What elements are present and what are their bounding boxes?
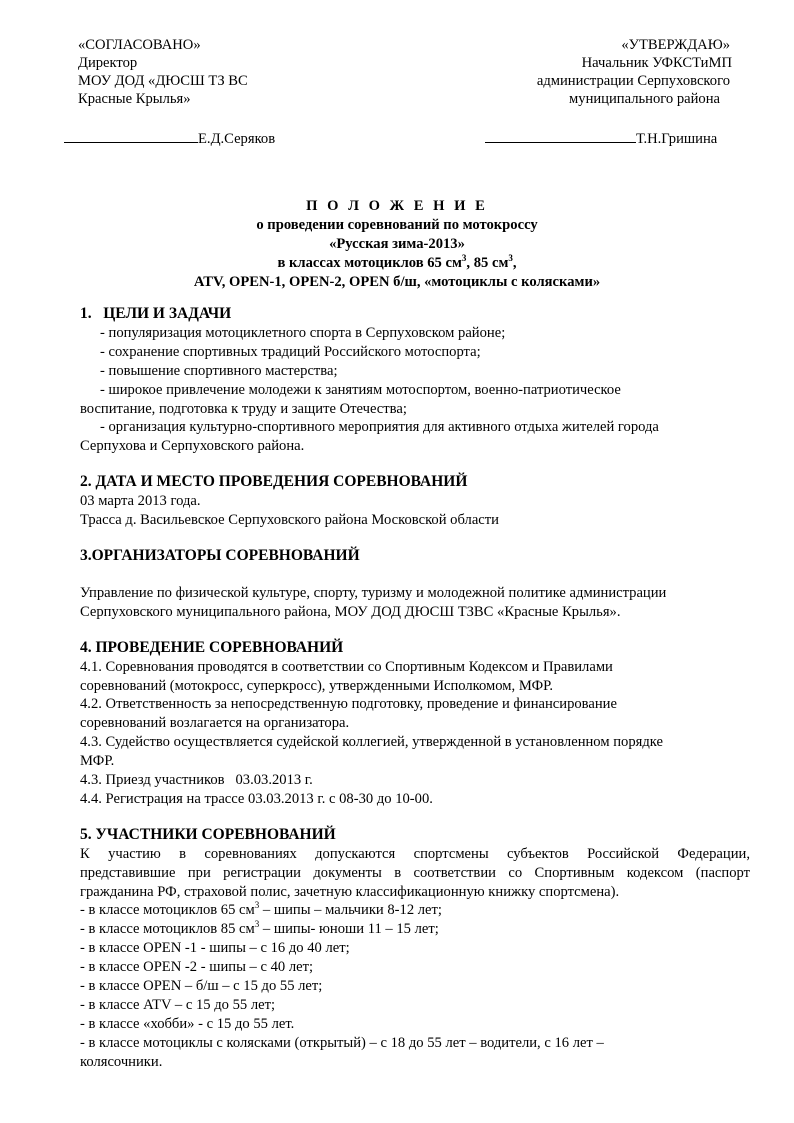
signature-right <box>485 129 717 148</box>
participants-intro: К участию в соревнованиях допускаются спортсмены субъектов Российской Федерации, <box>80 845 750 862</box>
title-classes-text: , <box>512 255 517 271</box>
section-conduct <box>80 639 750 809</box>
signer-name-right: Т.Н.Гришина <box>636 131 718 147</box>
superscript: 3 <box>254 900 260 911</box>
clause: МФР. <box>80 753 115 770</box>
approved-position: Начальник УФКСТиМП <box>581 55 732 71</box>
class-item: - в классе OPEN -2 - шипы – с 40 лет; <box>80 959 314 976</box>
signature-line <box>64 129 198 143</box>
section-heading: 4. ПРОВЕДЕНИЕ СОРЕВНОВАНИЙ <box>80 638 344 656</box>
list-item-cont: воспитание, подготовка к труду и защите Отечества; <box>80 400 407 417</box>
section-heading: 1. ЦЕЛИ И ЗАДАЧИ <box>80 305 232 322</box>
signature-left <box>64 129 275 148</box>
list-item: - сохранение спортивных традиций Российского мотоспорта; <box>100 343 481 360</box>
list-item: - повышение спортивного мастерства; <box>100 362 338 379</box>
class-item: - в классе мотоциклы с колясками (открытый) – с 18 до 55 лет – водители, с 16 лет – <box>80 1034 604 1051</box>
superscript: 3 <box>508 253 513 263</box>
section-heading: 3.ОРГАНИЗАТОРЫ СОРЕВНОВАНИЙ <box>80 546 360 564</box>
list-item: - популяризация мотоциклетного спорта в Серпуховском районе; <box>100 324 506 341</box>
class-item <box>80 901 750 920</box>
class-item: - в классе OPEN – б/ш – с 15 до 55 лет; <box>80 978 323 995</box>
class-item <box>80 920 750 939</box>
class-item: - в классе ATV – с 15 до 55 лет; <box>80 997 276 1013</box>
signer-name-left: Е.Д.Серяков <box>198 131 276 147</box>
title-classes-text: в классах мотоциклов 65 см <box>277 255 462 271</box>
superscript: 3 <box>254 919 260 930</box>
section-participants <box>80 826 750 1072</box>
clause: 4.3. Приезд участников 03.03.2013 г. <box>80 772 313 789</box>
list-item-cont: Серпухова и Серпуховского района. <box>80 438 305 455</box>
clause: 4.3. Судейство осуществляется судейской коллегией, утвержденной в установленном порядке <box>80 734 663 751</box>
class-item: - в классе OPEN -1 - шипы – с 16 до 40 лет; <box>80 940 350 957</box>
class-text: - в классе мотоциклов 65 см <box>80 902 255 919</box>
document-title <box>0 197 794 292</box>
organizers-text: Управление по физической культуре, спорту, туризму и молодежной политике администрации <box>80 584 667 601</box>
approval-block-approved <box>537 36 732 108</box>
organizers-text: Серпуховского муниципального района, МОУ ДОД ДЮСШ ТЗВС «Красные Крылья». <box>80 603 621 620</box>
event-date: 03 марта 2013 года. <box>80 493 201 510</box>
approved-administration: администрации Серпуховского <box>536 73 730 89</box>
section-goals <box>80 305 750 456</box>
clause: соревнований возлагается на организатора. <box>80 715 350 732</box>
signature-line <box>485 129 636 143</box>
approved-title: «УТВЕРЖДАЮ» <box>621 37 730 53</box>
clause: 4.4. Регистрация на трассе 03.03.2013 г. с 08-30 до 10-00. <box>80 790 433 807</box>
clause: 4.2. Ответственность за непосредственную подготовку, проведение и финансирование <box>80 696 617 713</box>
participants-intro: представившие при регистрации документы в соответствии со Спортивным кодексом (паспорт <box>80 864 750 881</box>
approval-block-agreed <box>78 36 248 108</box>
clause: 4.1. Соревнования проводятся в соответствии со Спортивным Кодексом и Правилами <box>80 658 613 675</box>
approved-district: муниципального района <box>569 91 720 107</box>
class-text: - в классе мотоциклов 85 см <box>80 921 255 938</box>
title-subtitle: о проведении соревнований по мотокроссу <box>256 217 538 233</box>
clause: соревнований (мотокросс, суперкросс), утвержденными Исполкомом, МФР. <box>80 677 554 694</box>
document-body <box>80 305 750 1072</box>
superscript: 3 <box>461 253 467 263</box>
agreed-organization-cont: Красные Крылья» <box>78 91 191 107</box>
title-main: П О Л О Ж Е Н И Е <box>306 198 488 214</box>
event-place: Трасса д. Васильевское Серпуховского района Московской области <box>80 512 499 529</box>
agreed-position: Директор <box>78 55 138 71</box>
participants-intro: гражданина РФ, страховой полис, зачетную классификационную книжку спортсмена). <box>80 883 620 900</box>
list-item: - организация культурно-спортивного мероприятия для активного отдыха жителей города <box>100 419 659 436</box>
class-text: – шипы – мальчики 8-12 лет; <box>259 902 442 919</box>
class-item: - в классе «хобби» - с 15 до 55 лет. <box>80 1015 295 1032</box>
class-item: колясочники. <box>80 1053 163 1070</box>
section-date-place <box>80 473 750 530</box>
section-organizers <box>80 547 750 622</box>
list-item: - широкое привлечение молодежи к занятиям мотоспортом, военно-патриотическое <box>100 381 621 398</box>
title-classes-text: , 85 см <box>466 255 509 271</box>
agreed-organization: МОУ ДОД «ДЮСШ ТЗ ВС <box>78 73 248 89</box>
title-classes-line <box>0 254 794 273</box>
section-heading: 5. УЧАСТНИКИ СОРЕВНОВАНИЙ <box>80 825 336 843</box>
title-event-name: «Русская зима-2013» <box>329 236 465 252</box>
title-classes-list: ATV, OPEN-1, OPEN-2, OPEN б/ш, «мотоциклы с колясками» <box>193 274 601 290</box>
section-heading: 2. ДАТА И МЕСТО ПРОВЕДЕНИЯ СОРЕВНОВАНИЙ <box>80 473 468 491</box>
class-text: – шипы- юноши 11 – 15 лет; <box>259 921 439 938</box>
agreed-title: «СОГЛАСОВАНО» <box>78 37 201 53</box>
